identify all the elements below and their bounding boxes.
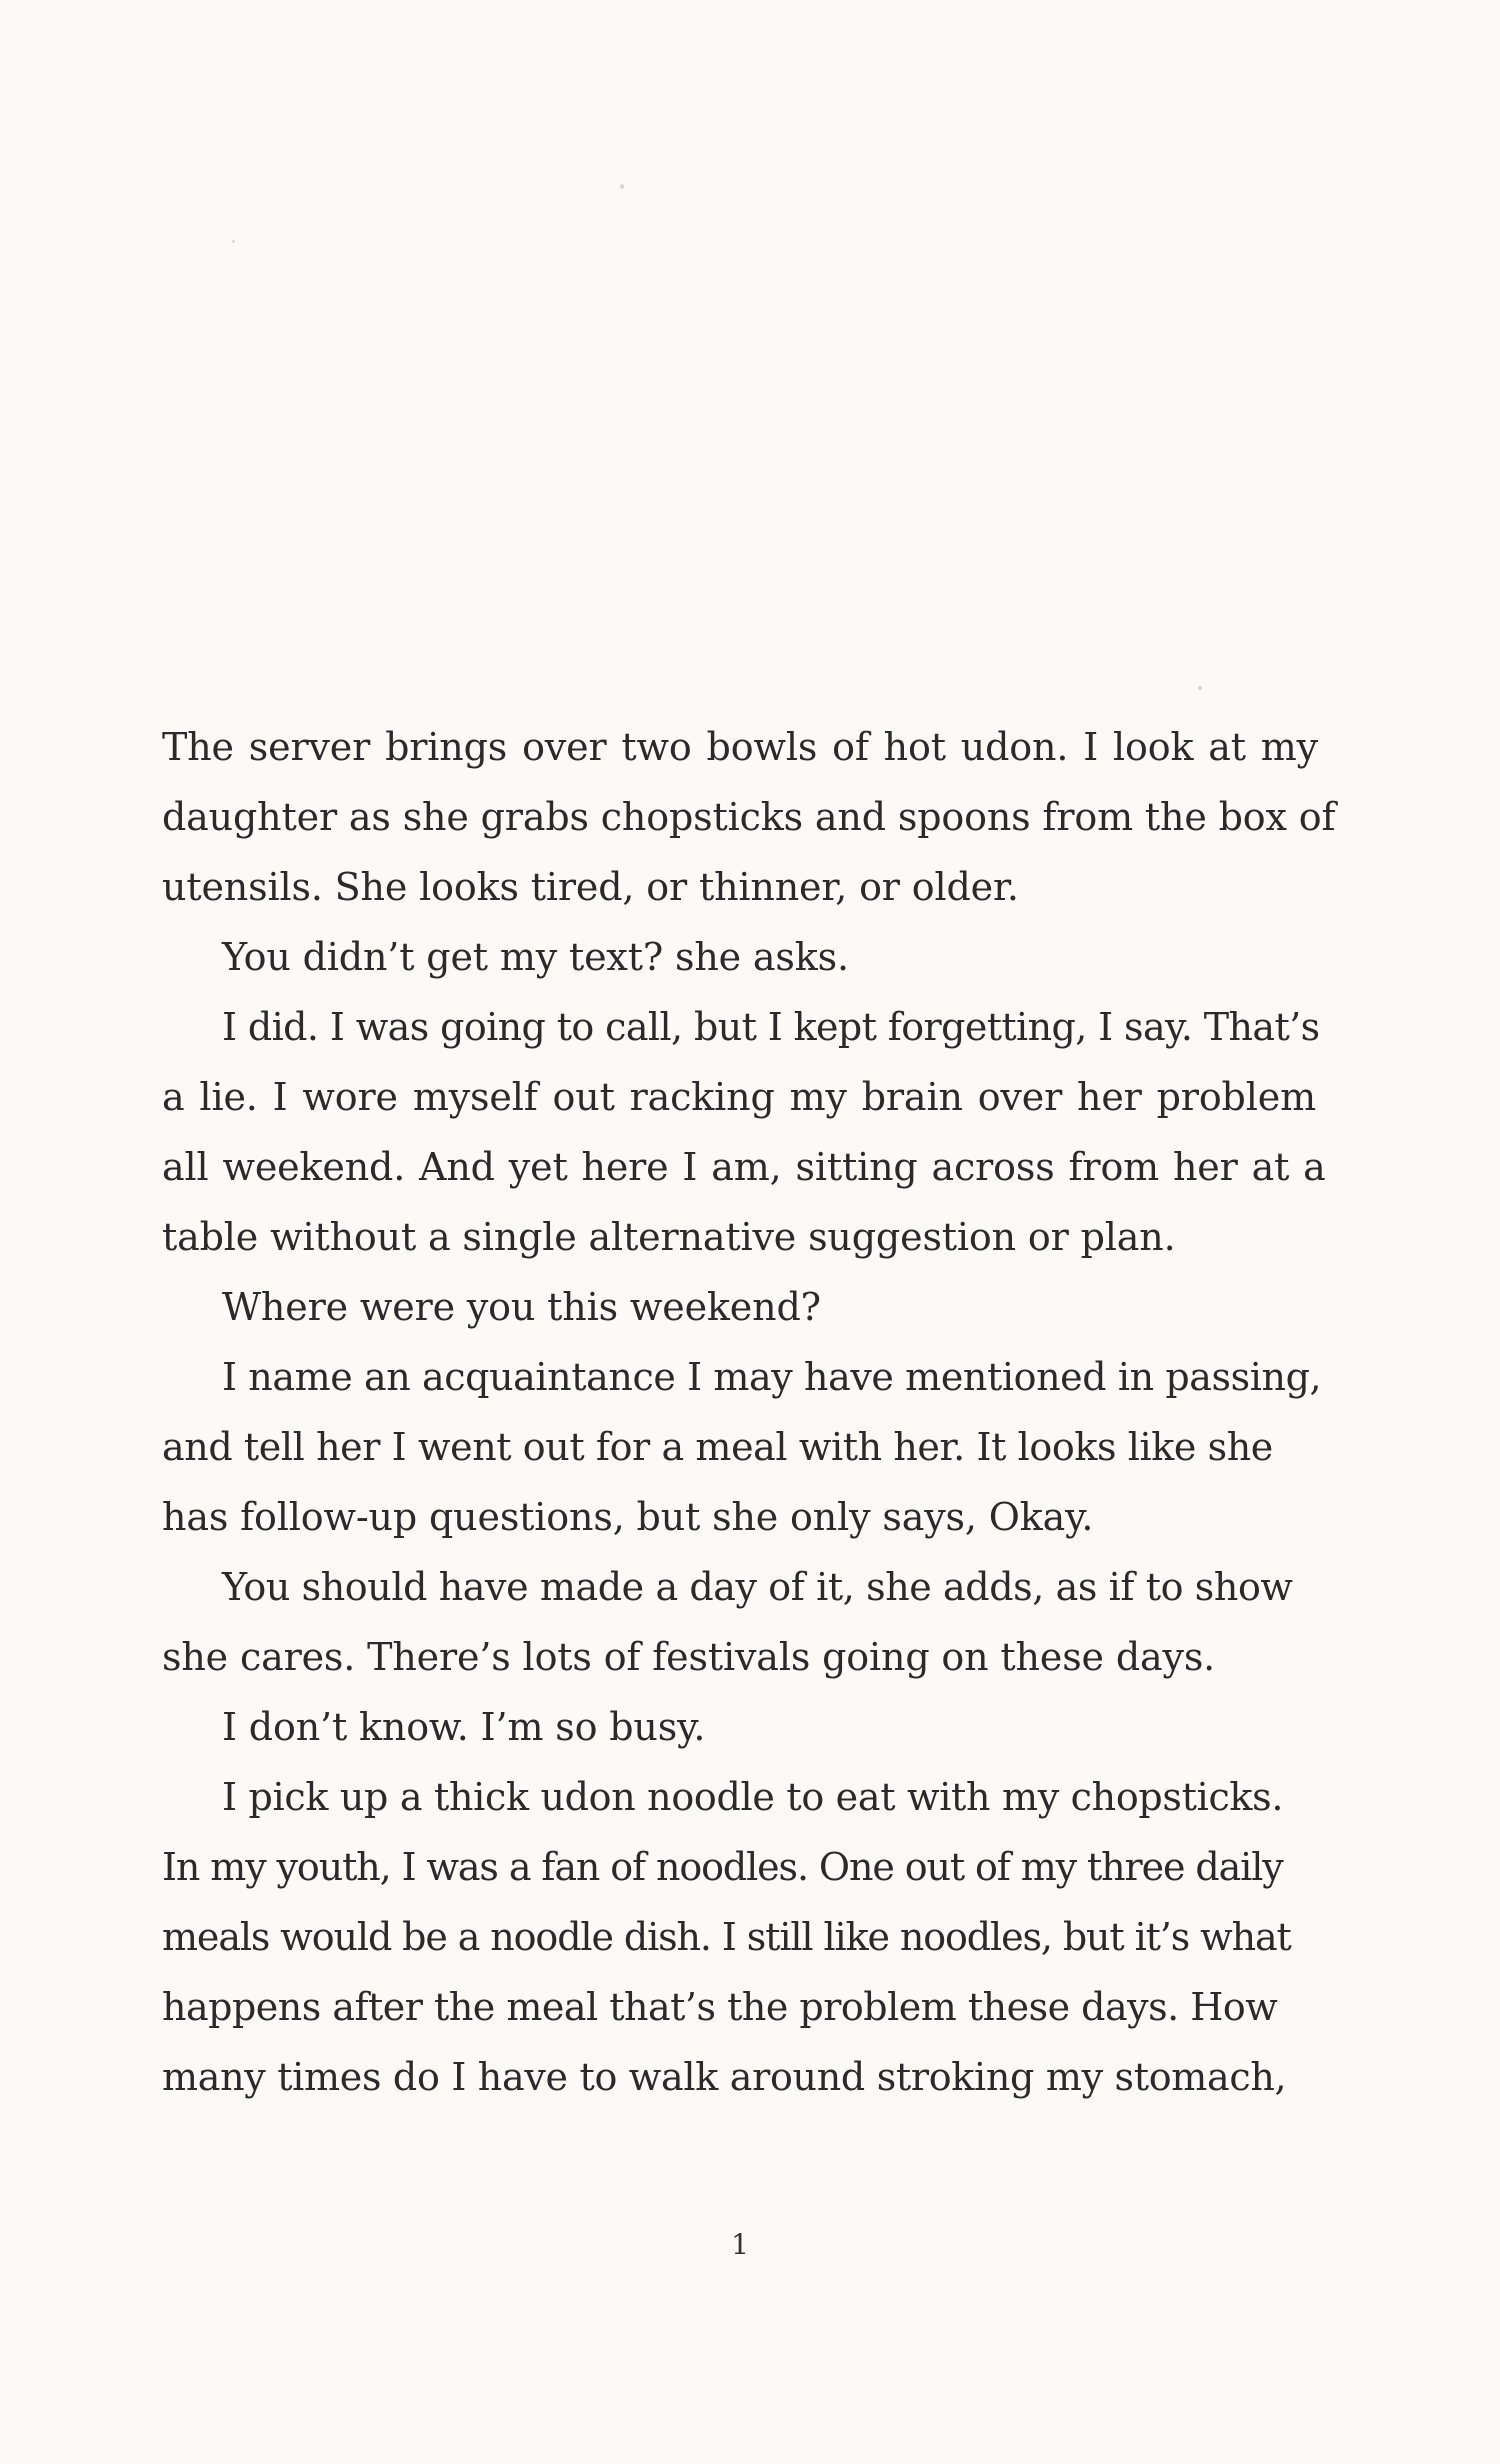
- text-line: I name an acquaintance I may have mentioned in passing,: [222, 1355, 1322, 1399]
- text-line: utensils. She looks tired, or thinner, or older.: [162, 865, 1019, 909]
- text-line: a lie. I wore myself out racking my brain over her problem: [162, 1075, 1316, 1119]
- text-line: and tell her I went out for a meal with her. It looks like she: [162, 1425, 1273, 1469]
- paper-speck: [620, 184, 624, 189]
- text-line: Where were you this weekend?: [222, 1285, 821, 1329]
- text-line: I don’t know. I’m so busy.: [222, 1705, 706, 1749]
- paper-speck: [1198, 686, 1202, 690]
- text-line: happens after the meal that’s the problem these days. How: [162, 1985, 1278, 2029]
- text-line: I did. I was going to call, but I kept forgetting, I say. That’s: [222, 1005, 1320, 1049]
- text-line: meals would be a noodle dish. I still like noodles, but it’s what: [162, 1915, 1291, 1959]
- text-line: many times do I have to walk around stroking my stomach,: [162, 2055, 1287, 2099]
- text-line: has follow-up questions, but she only says, Okay.: [162, 1495, 1094, 1539]
- page-number: 1: [731, 2228, 749, 2261]
- text-line: You should have made a day of it, she adds, as if to show: [222, 1565, 1293, 1609]
- text-line: she cares. There’s lots of festivals going on these days.: [162, 1635, 1216, 1679]
- text-line: daughter as she grabs chopsticks and spoons from the box of: [162, 795, 1336, 839]
- text-line: In my youth, I was a fan of noodles. One out of my three daily: [162, 1845, 1283, 1889]
- text-line: table without a single alternative suggestion or plan.: [162, 1215, 1176, 1259]
- text-line: all weekend. And yet here I am, sitting across from her at a: [162, 1145, 1326, 1189]
- text-line: The server brings over two bowls of hot udon. I look at my: [162, 725, 1319, 769]
- paper-speck: [232, 240, 235, 243]
- text-line: You didn’t get my text? she asks.: [222, 935, 849, 979]
- text-line: I pick up a thick udon noodle to eat with my chopsticks.: [222, 1775, 1284, 1819]
